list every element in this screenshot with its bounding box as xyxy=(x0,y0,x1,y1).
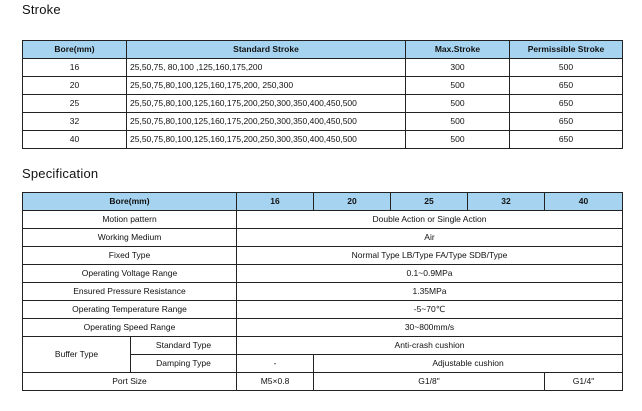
spec-header-bore-40: 40 xyxy=(545,193,623,211)
stroke-standard-cell: 25,50,75,80,100,125,160,175,200,250,300,350,400,450,500 xyxy=(127,95,406,113)
stroke-standard-cell: 25,50,75,80,100,125,160,175,200, 250,300 xyxy=(127,77,406,95)
spec-value-buffer-standard: Anti-crash cushion xyxy=(237,337,623,355)
stroke-header-row xyxy=(23,41,623,59)
stroke-bore-cell: 32 xyxy=(23,113,127,131)
stroke-max-cell: 500 xyxy=(406,77,510,95)
table-row xyxy=(23,373,623,391)
spec-label-buffer-standard: Standard Type xyxy=(131,337,237,355)
spec-header-row xyxy=(23,193,623,211)
spec-label-operating-temperature: Operating Temperature Range xyxy=(23,301,237,319)
spec-label-fixed-type: Fixed Type xyxy=(23,247,237,265)
table-row xyxy=(23,319,623,337)
spec-label-operating-voltage: Operating Voltage Range xyxy=(23,265,237,283)
spec-header-bore-20: 20 xyxy=(314,193,391,211)
spec-value-buffer-damping: Adjustable cushion xyxy=(314,355,623,373)
spec-label-buffer-type: Buffer Type xyxy=(23,337,131,373)
spec-header-bore-16: 16 xyxy=(237,193,314,211)
spec-value-buffer-damping-16: - xyxy=(237,355,314,373)
table-row xyxy=(23,265,623,283)
stroke-max-cell: 500 xyxy=(406,113,510,131)
spec-value-operating-speed: 30~800mm/s xyxy=(237,319,623,337)
spec-header-bore-32: 32 xyxy=(468,193,545,211)
stroke-standard-cell: 25,50,75, 80,100 ,125,160,175,200 xyxy=(127,59,406,77)
table-row xyxy=(23,131,623,149)
spec-label-working-medium: Working Medium xyxy=(23,229,237,247)
table-row xyxy=(23,59,623,77)
spec-value-motion-pattern: Double Action or Single Action xyxy=(237,211,623,229)
table-row xyxy=(23,113,623,131)
stroke-bore-cell: 20 xyxy=(23,77,127,95)
table-row xyxy=(23,211,623,229)
stroke-bore-cell: 40 xyxy=(23,131,127,149)
specification-section-title: Specification xyxy=(22,166,99,181)
stroke-permissible-cell: 650 xyxy=(510,77,623,95)
spec-label-ensured-pressure: Ensured Pressure Resistance xyxy=(23,283,237,301)
spec-value-operating-temperature: -5~70℃ xyxy=(237,301,623,319)
stroke-table xyxy=(22,40,623,149)
spec-label-port-size: Port Size xyxy=(23,373,237,391)
spec-header-bore-25: 25 xyxy=(391,193,468,211)
stroke-header-bore: Bore(mm) xyxy=(23,41,127,59)
table-row xyxy=(23,229,623,247)
stroke-permissible-cell: 650 xyxy=(510,95,623,113)
table-row xyxy=(23,247,623,265)
spec-value-ensured-pressure: 1.35MPa xyxy=(237,283,623,301)
stroke-header-max: Max.Stroke xyxy=(406,41,510,59)
stroke-bore-cell: 16 xyxy=(23,59,127,77)
table-row xyxy=(23,283,623,301)
spec-value-port-size-40: G1/4" xyxy=(545,373,623,391)
spec-label-motion-pattern: Motion pattern xyxy=(23,211,237,229)
stroke-permissible-cell: 650 xyxy=(510,113,623,131)
spec-label-operating-speed: Operating Speed Range xyxy=(23,319,237,337)
spec-value-operating-voltage: 0.1~0.9MPa xyxy=(237,265,623,283)
spec-value-port-size-16: M5×0.8 xyxy=(237,373,314,391)
spec-header-bore: Bore(mm) xyxy=(23,193,237,211)
table-row xyxy=(23,77,623,95)
stroke-permissible-cell: 500 xyxy=(510,59,623,77)
stroke-standard-cell: 25,50,75,80,100,125,160,175,200,250,300,350,400,450,500 xyxy=(127,113,406,131)
stroke-permissible-cell: 650 xyxy=(510,131,623,149)
spec-label-buffer-damping: Damping Type xyxy=(131,355,237,373)
table-row xyxy=(23,337,623,355)
spec-value-fixed-type: Normal Type LB/Type FA/Type SDB/Type xyxy=(237,247,623,265)
stroke-section-title: Stroke xyxy=(22,2,61,17)
specification-table xyxy=(22,192,623,391)
table-row xyxy=(23,95,623,113)
stroke-standard-cell: 25,50,75,80,100,125,160,175,200,250,300,350,400,450,500 xyxy=(127,131,406,149)
stroke-bore-cell: 25 xyxy=(23,95,127,113)
stroke-max-cell: 500 xyxy=(406,95,510,113)
stroke-max-cell: 300 xyxy=(406,59,510,77)
stroke-max-cell: 500 xyxy=(406,131,510,149)
spec-value-working-medium: Air xyxy=(237,229,623,247)
spec-value-port-size-20-32: G1/8" xyxy=(314,373,545,391)
table-row xyxy=(23,301,623,319)
stroke-header-permissible: Permissible Stroke xyxy=(510,41,623,59)
stroke-header-standard: Standard Stroke xyxy=(127,41,406,59)
